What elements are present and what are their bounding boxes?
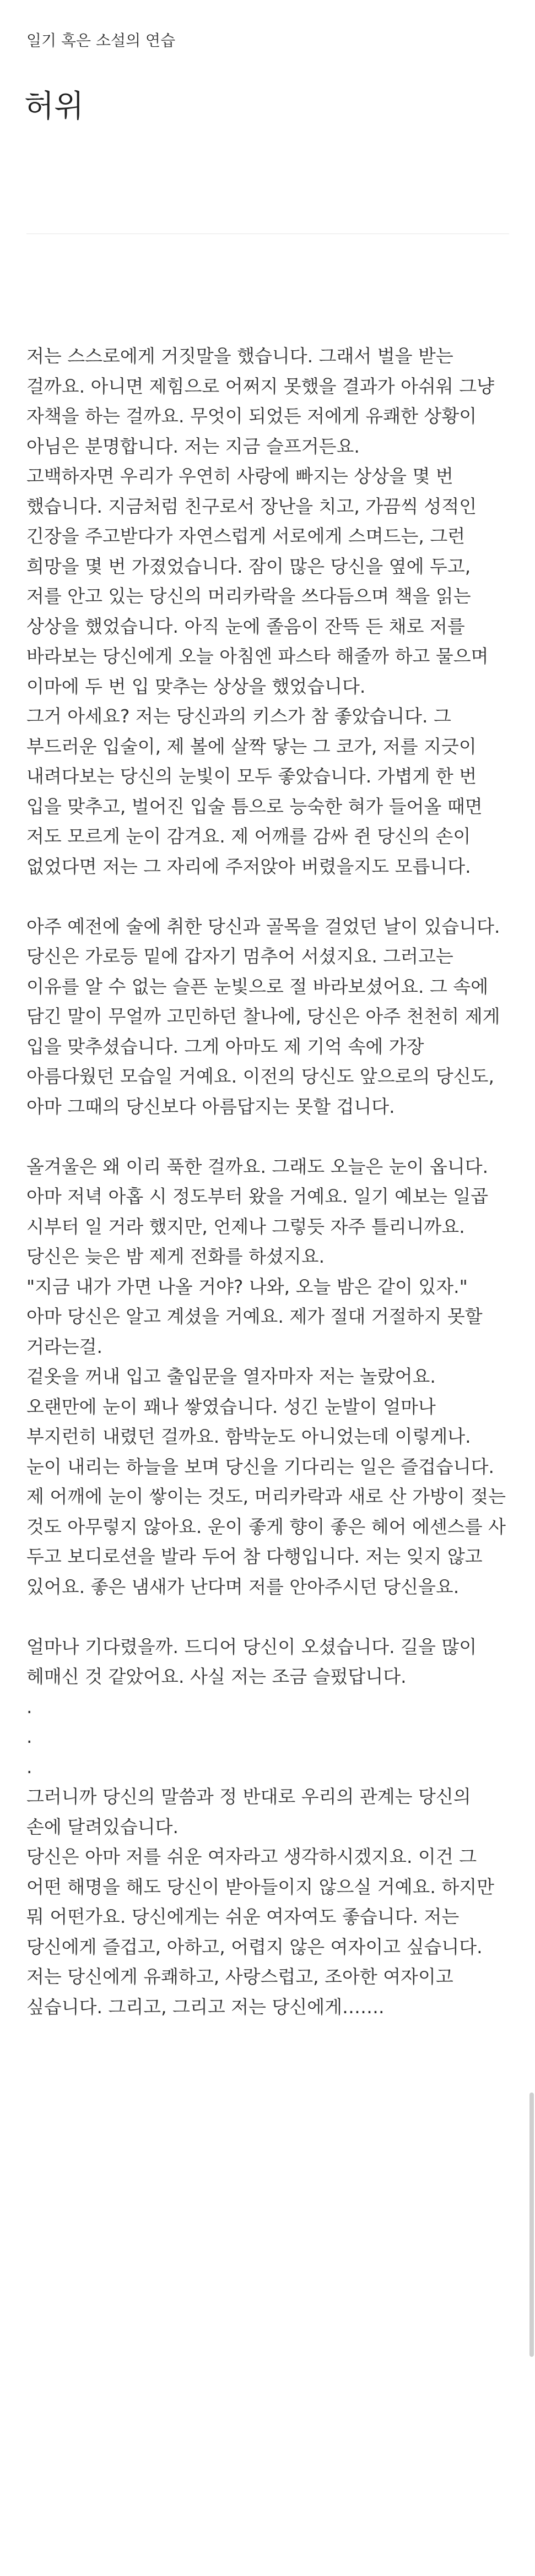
post-paragraph: . bbox=[26, 1695, 33, 1718]
post-paragraph: 올겨울은 왜 이리 푹한 걸까요. 그래도 오늘은 눈이 옵니다. 아마 저녁 아홉 시 정도부터 왔을 거예요. 일기 예보는 일곱 시부터 일 거라 했지만, 언제나 그렇듯 자주 틀리니까요. 당신은 늦은 밤 제게 전화를 하셨지요. bbox=[26, 1155, 489, 1267]
post-paragraph: 고백하자면 우리가 우연히 사랑에 빠지는 상상을 몇 번 했습니다. 지금처럼 친구로서 장난을 치고, 가끔씩 성적인 긴장을 주고받다가 자연스럽게 서로에게 스며드는, 그런 희망을 몇 번 가졌었습니다. 잠이 많은 당신을 옆에 두고, 저를 안고 있는 당신의 머리카락을 쓰다듬으며 책을 읽는 상상을 했었습니다. 아직 눈에 졸음이 잔뜩 든 채로 저를 바라보는 당신에게 오늘 아침엔 파스타 해줄까 하고 물으며 이마에 두 번 입 맞추는 상상을 했었습니다. bbox=[26, 465, 489, 697]
post-paragraph: 그러니까 당신의 말씀과 정 반대로 우리의 관계는 당신의 손에 달려있습니다. bbox=[26, 1786, 471, 1838]
scrollbar-thumb[interactable] bbox=[529, 2093, 534, 2357]
header-divider bbox=[26, 233, 509, 234]
post-paragraph: 눈이 내리는 하늘을 보며 당신을 기다리는 일은 즐겁습니다. 제 어깨에 눈이 쌓이는 것도, 머리카락과 새로 산 가방이 젖는 것도 아무렇지 않아요. 운이 좋게 향이 좋은 헤어 에센스를 사 두고 보디로션을 발라 두어 참 다행입니다. 저는 잊지 않고 있어요. 좋은 냄새가 난다며 저를 안아주시던 당신을요. bbox=[26, 1455, 506, 1597]
post-paragraph: 얼마나 기다렸을까. 드디어 당신이 오셨습니다. 길을 많이 헤매신 것 같았어요. 사실 저는 조금 슬펐답니다. bbox=[26, 1635, 477, 1687]
post-paragraph: . bbox=[26, 1756, 33, 1778]
post-paragraph: 당신은 아마 저를 쉬운 여자라고 생각하시겠지요. 이건 그 어떤 해명을 해도 당신이 받아들이지 않으실 거예요. 하지만 뭐 어떤가요. 당신에게는 쉬운 여자여도 좋습니다. 저는 당신에게 즐겁고, 아하고, 어렵지 않은 여자이고 싶습니다. 저는 당신에게 유쾌하고, 사랑스럽고, 조아한 여자이고 싶습니다. 그리고, 그리고 저는 당신에게……. bbox=[26, 1846, 494, 2018]
post-body bbox=[26, 341, 511, 2022]
post-title: 허위 bbox=[24, 88, 84, 124]
post-paragraph: . bbox=[26, 1726, 33, 1747]
blank-line bbox=[26, 1602, 511, 1632]
post-paragraph: 아마 당신은 알고 계셨을 거예요. 제가 절대 거절하지 못할 거라는걸. bbox=[26, 1306, 483, 1357]
blank-line bbox=[26, 1122, 511, 1152]
post-paragraph: 그거 아세요? 저는 당신과의 키스가 참 좋았습니다. 그 부드러운 입술이, 제 볼에 살짝 닿는 그 코가, 저를 지긋이 내려다보는 당신의 눈빛이 모두 좋았습니다. 가볍게 한 번 입을 맞추고, 벌어진 입술 틈으로 능숙한 혀가 들어올 때면 저도 모르게 눈이 감겨요. 제 어깨를 감싸 쥔 당신의 손이 없었다면 저는 그 자리에 주저앉아 버렸을지도 모릅니다. bbox=[26, 705, 483, 877]
post-paragraph: 아주 예전에 술에 취한 당신과 골목을 걸었던 날이 있습니다. 당신은 가로등 밑에 갑자기 멈추어 서셨지요. 그러고는 이유를 알 수 없는 슬픈 눈빛으로 절 바라보셨어요. 그 속에 담긴 말이 무얼까 고민하던 찰나에, 당신은 아주 천천히 제게 입을 맞추셨습니다. 그게 아마도 제 기억 속에 가장 아름다웠던 모습일 거예요. 이전의 당신도 앞으로의 당신도, 아마 그때의 당신보다 아름답지는 못할 겁니다. bbox=[26, 915, 500, 1117]
post-paragraph: 저는 스스로에게 거짓말을 했습니다. 그래서 벌을 받는 걸까요. 아니면 제힘으로 어쩌지 못했을 결과가 아쉬워 그냥 자책을 하는 걸까요. 무엇이 되었든 저에게 유쾌한 상황이 아님은 분명합니다. 저는 지금 슬프거든요. bbox=[26, 345, 494, 457]
post-category[interactable]: 일기 혹은 소설의 연습 bbox=[26, 31, 176, 50]
post-paragraph: 겉옷을 꺼내 입고 출입문을 열자마자 저는 놀랐어요. 오랜만에 눈이 꽤나 쌓였습니다. 성긴 눈발이 얼마나 부지런히 내렸던 걸까요. 함박눈도 아니었는데 이렇게나. bbox=[26, 1366, 471, 1447]
scrollbar[interactable] bbox=[527, 0, 535, 2576]
post-paragraph: "지금 내가 가면 나올 거야? 나와, 오늘 밤은 같이 있자." bbox=[26, 1275, 468, 1297]
blank-line bbox=[26, 882, 511, 912]
